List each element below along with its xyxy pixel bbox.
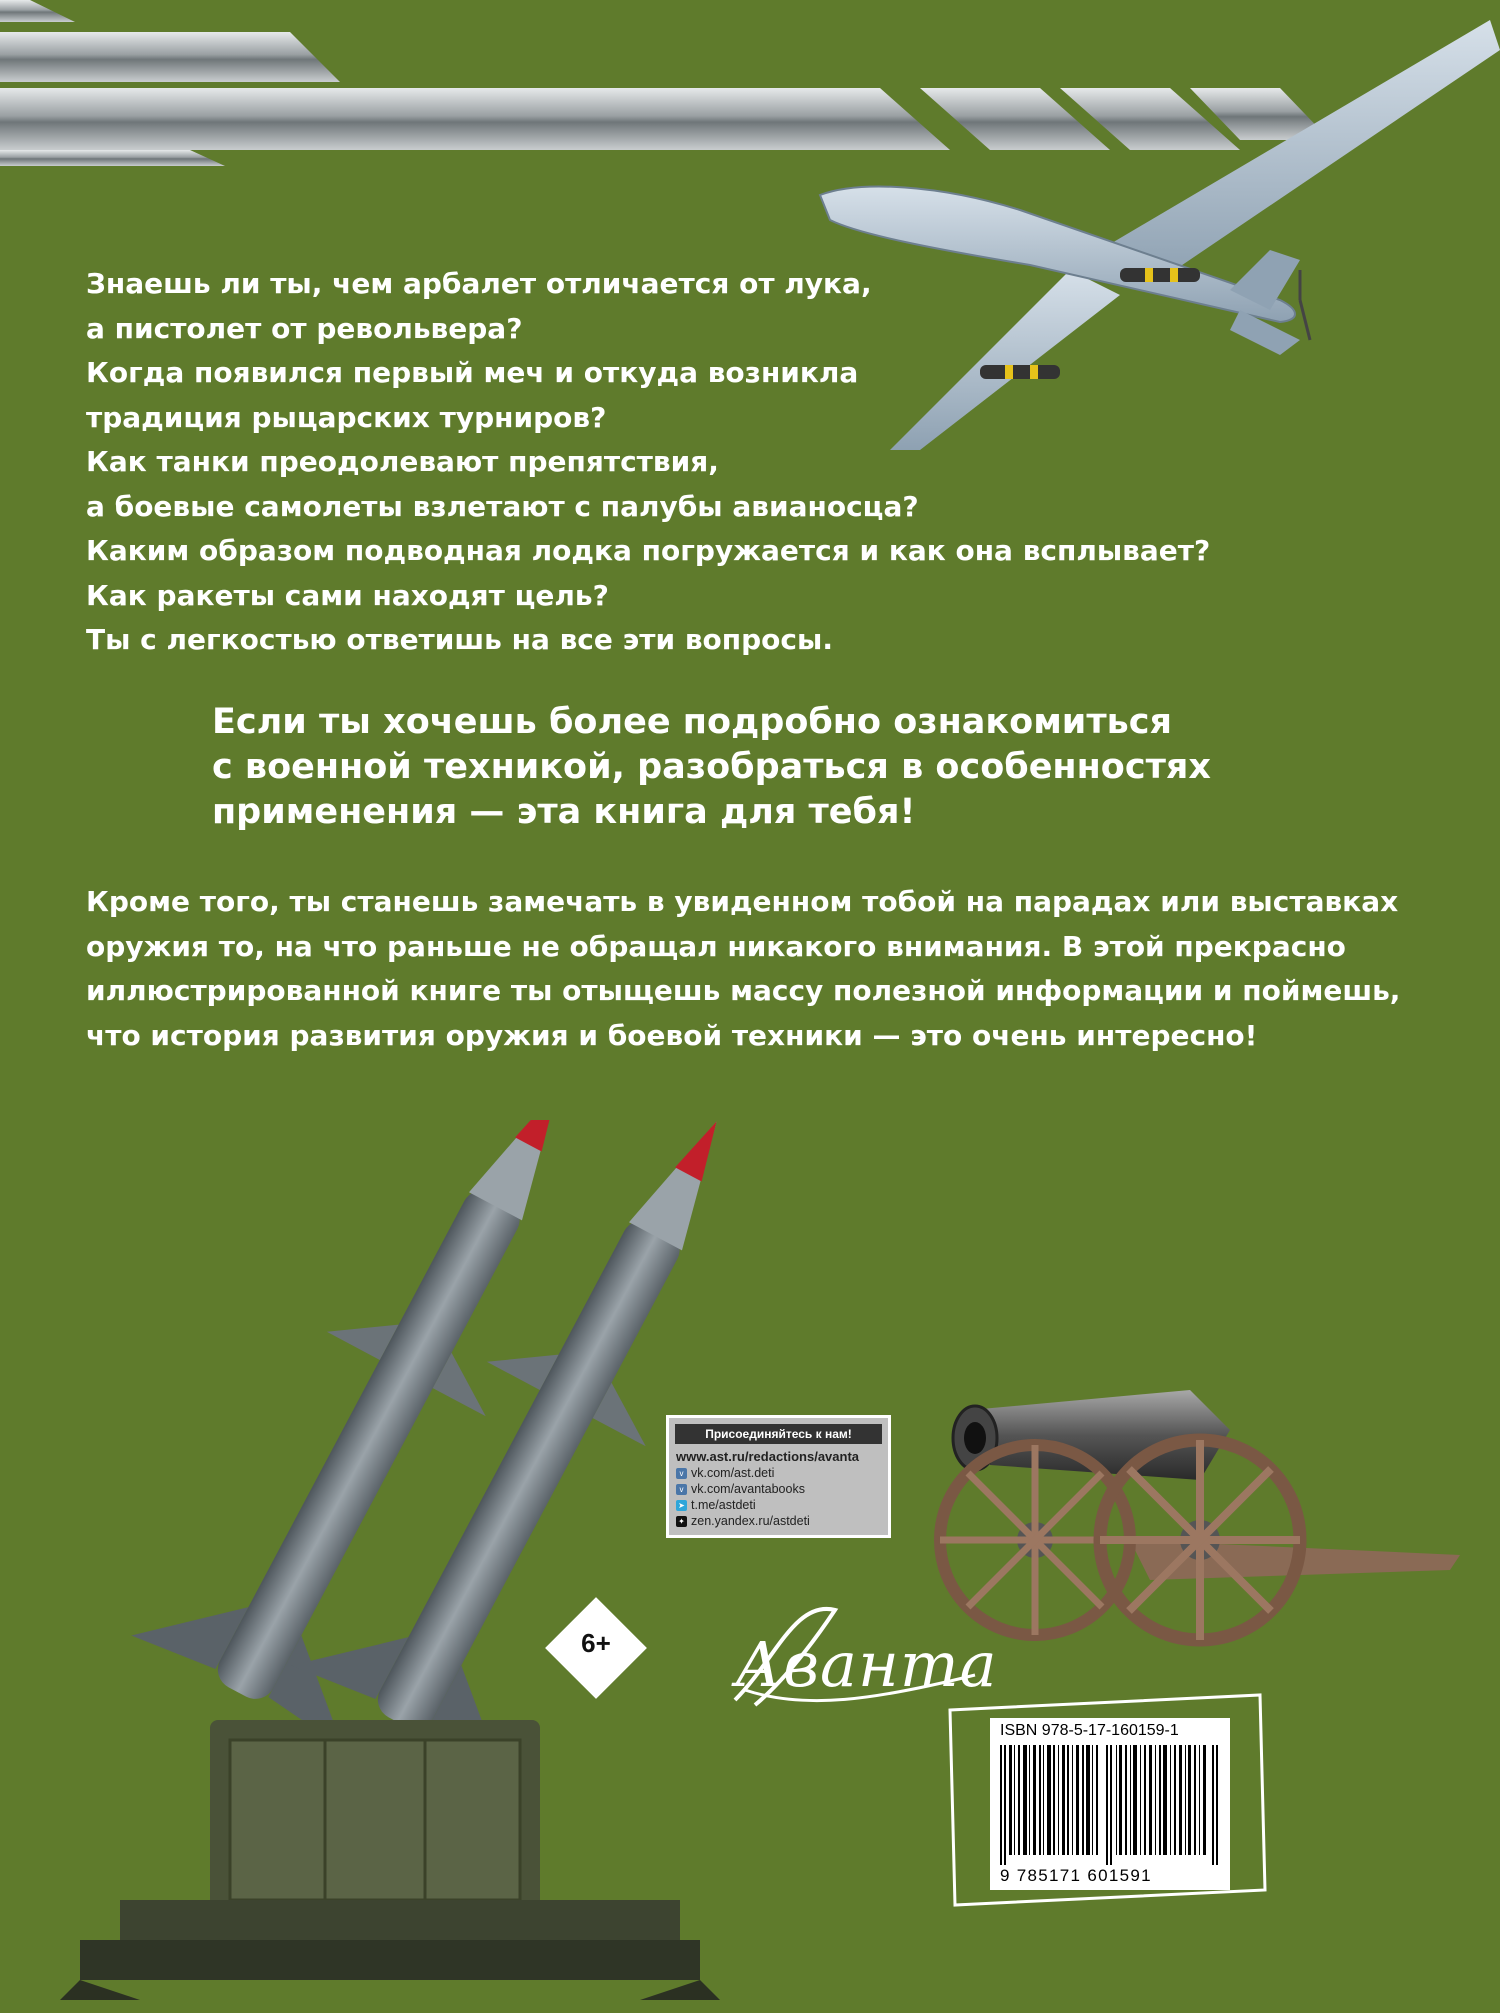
age-rating-text: 6+	[581, 1628, 611, 1658]
publisher-logo-text: Аванта	[735, 1628, 998, 1701]
social-link[interactable]	[669, 1481, 888, 1497]
publisher-site-link[interactable]: www.ast.ru/redactions/avanta	[676, 1449, 860, 1464]
intro-line: Как ракеты сами находят цель?	[86, 578, 609, 612]
body-line: Кроме того, ты станешь замечать в увиденном тобой на парадах или выставках	[86, 885, 1399, 918]
body-line: что история развития оружия и боевой техники — это очень интересно!	[86, 1018, 1258, 1052]
zen-icon: ✦	[676, 1516, 687, 1527]
social-link[interactable]	[669, 1513, 888, 1529]
isbn-text: ISBN 978-5-17-160159-1	[1000, 1722, 1179, 1739]
intro-line: Знаешь ли ты, чем арбалет отличается от лука,	[86, 267, 872, 300]
social-links-box	[666, 1415, 891, 1538]
vk-icon: v	[676, 1468, 687, 1479]
intro-line: Как танки преодолевают препятствия,	[86, 445, 719, 478]
emphasis-line: применения — эта книга для тебя!	[212, 792, 916, 832]
intro-line: а пистолет от револьвера?	[86, 311, 523, 345]
intro-line: Когда появился первый меч и откуда возникла	[86, 356, 859, 389]
cannon-illustration	[930, 1370, 1470, 1700]
social-link-text: vk.com/ast.deti	[691, 1466, 775, 1480]
emphasis-paragraph	[212, 700, 1212, 835]
missile-launcher-illustration	[60, 1120, 720, 2000]
emphasis-line: Если ты хочешь более подробно ознакомиться	[212, 702, 1172, 742]
body-line: оружия то, на что раньше не обращал никакого внимания. В этой прекрасно	[86, 929, 1346, 963]
intro-questions	[86, 262, 1211, 663]
emphasis-line: с военной техникой, разобраться в особенностях	[212, 747, 1211, 787]
telegram-icon: ➤	[676, 1500, 687, 1511]
social-link-text: zen.yandex.ru/astdeti	[691, 1514, 810, 1528]
body-line: иллюстрированной книге ты отыщешь массу полезной информации и поймешь,	[86, 974, 1401, 1007]
intro-line: традиция рыцарских турниров?	[86, 400, 607, 434]
social-link-text: t.me/astdeti	[691, 1498, 756, 1512]
body-paragraph	[86, 880, 1406, 1058]
intro-line: а боевые самолеты взлетают с палубы авианосца?	[86, 489, 919, 523]
barcode	[1000, 1745, 1220, 1865]
vk-icon: v	[676, 1484, 687, 1495]
social-link[interactable]	[669, 1465, 888, 1481]
social-header: Присоединяйтесь к нам!	[675, 1424, 882, 1444]
social-link-text: vk.com/avantabooks	[691, 1482, 805, 1496]
barcode-digits: 9 785171 601591	[1000, 1866, 1152, 1885]
social-link[interactable]	[669, 1497, 888, 1513]
intro-line: Каким образом подводная лодка погружается и как она всплывает?	[86, 534, 1211, 567]
intro-line: Ты с легкостью ответишь на все эти вопросы.	[86, 623, 833, 656]
